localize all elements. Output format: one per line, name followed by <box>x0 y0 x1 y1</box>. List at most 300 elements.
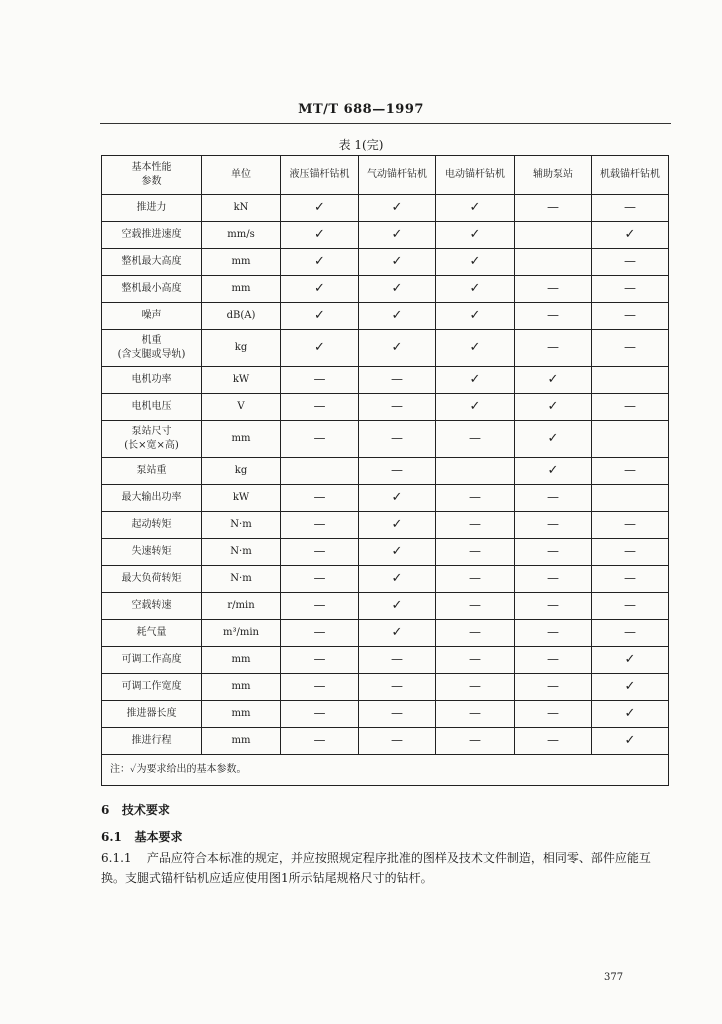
dash-cell <box>515 195 592 222</box>
check-mark-cell <box>359 330 436 367</box>
machine-header: 辅助泵站 <box>515 156 592 195</box>
dash-cell <box>359 701 436 728</box>
dash-mark: — <box>313 571 326 585</box>
dash-mark: — <box>469 571 481 585</box>
dash-mark: — <box>313 399 326 413</box>
unit-cell: kg <box>202 458 281 485</box>
check-mark-icon: ✓ <box>469 307 481 323</box>
check-mark-icon: ✓ <box>391 597 403 613</box>
param-text: 可调工作宽度 <box>121 681 182 692</box>
table-note: 注：✓为要求给出的基本参数。 <box>102 755 669 786</box>
dash-mark: — <box>313 733 326 747</box>
dash-cell <box>592 593 669 620</box>
check-mark-cell <box>359 485 436 512</box>
param-cell <box>102 728 202 755</box>
check-mark-cell <box>359 276 436 303</box>
machine-header: 液压锚杆钻机 <box>281 156 359 195</box>
dash-cell <box>592 458 669 485</box>
dash-cell <box>515 303 592 330</box>
dash-cell <box>436 620 515 647</box>
param-cell <box>102 485 202 512</box>
dash-cell <box>515 566 592 593</box>
dash-mark: — <box>313 372 326 386</box>
param-header <box>102 156 202 195</box>
dash-cell <box>436 674 515 701</box>
param-text: 整机最小高度 <box>121 283 182 294</box>
param-cell <box>102 701 202 728</box>
dash-cell <box>592 512 669 539</box>
param-cell <box>102 367 202 394</box>
param-header-line2: 参数 <box>141 176 162 187</box>
table-row <box>102 485 669 512</box>
dash-mark: — <box>313 598 326 612</box>
dash-mark: — <box>391 733 403 747</box>
unit-cell: mm <box>202 276 281 303</box>
subsection-number: 6.1 <box>101 830 122 844</box>
dash-cell <box>281 728 359 755</box>
table-row <box>102 593 669 620</box>
check-mark-cell <box>592 647 669 674</box>
dash-cell <box>359 458 436 485</box>
unit-cell: V <box>202 394 281 421</box>
empty-cell <box>281 458 359 485</box>
param-text: 电机电压 <box>131 401 172 412</box>
unit-cell: kN <box>202 195 281 222</box>
unit-cell: kW <box>202 485 281 512</box>
dash-cell <box>515 647 592 674</box>
table-row <box>102 276 669 303</box>
clause-text: 产品应符合本标准的规定，并应按照规定程序批准的图样及技术文件制造，相同零、部件应能互换。支腿式锚杆钻机应适应使用图1所示钻尾规格尺寸的钻杆。 <box>101 851 651 885</box>
param-text: 电机功率 <box>131 374 172 385</box>
table-caption: 表 1(完) <box>338 138 384 152</box>
dash-cell <box>515 728 592 755</box>
dash-mark: — <box>313 625 326 639</box>
param-text: 噪声 <box>141 310 162 321</box>
check-mark-icon: ✓ <box>314 280 325 296</box>
param-cell <box>102 303 202 330</box>
dash-mark: — <box>547 517 559 531</box>
check-mark-icon: ✓ <box>391 253 403 269</box>
dash-cell <box>592 539 669 566</box>
dash-cell <box>436 728 515 755</box>
table-row <box>102 303 669 330</box>
check-mark-icon: ✓ <box>624 705 636 721</box>
param-text: 推进器长度 <box>126 708 177 719</box>
param-text: 耗气量 <box>136 627 167 638</box>
check-mark-icon: ✓ <box>391 226 403 242</box>
empty-cell <box>592 421 669 458</box>
dash-mark: — <box>313 652 326 666</box>
table-note-row <box>102 755 669 786</box>
param-text: 可调工作高度 <box>121 654 182 665</box>
dash-cell <box>359 674 436 701</box>
check-mark-icon: ✓ <box>469 398 481 414</box>
dash-cell <box>281 394 359 421</box>
param-text: 整机最大高度 <box>121 256 182 267</box>
check-mark-cell <box>281 195 359 222</box>
table-row <box>102 394 669 421</box>
section-title: 技术要求 <box>121 803 170 817</box>
dash-mark: — <box>469 733 481 747</box>
table-row <box>102 674 669 701</box>
dash-mark: — <box>547 625 559 639</box>
param-text: 空载推进速度 <box>121 229 182 240</box>
dash-cell <box>515 276 592 303</box>
unit-cell: kg <box>202 330 281 367</box>
dash-mark: — <box>313 490 326 504</box>
page-number: 377 <box>604 972 624 983</box>
unit-cell: mm <box>202 421 281 458</box>
dash-mark: — <box>469 598 481 612</box>
dash-cell <box>592 195 669 222</box>
dash-cell <box>281 539 359 566</box>
check-mark-icon: ✓ <box>547 371 559 387</box>
check-mark-cell <box>436 330 515 367</box>
dash-cell <box>359 421 436 458</box>
table-row <box>102 458 669 485</box>
param-cell <box>102 421 202 458</box>
dash-mark: — <box>624 571 636 585</box>
table-row <box>102 195 669 222</box>
check-mark-icon: ✓ <box>391 199 403 215</box>
check-mark-icon: ✓ <box>391 570 403 586</box>
dash-cell <box>281 620 359 647</box>
dash-mark: — <box>313 706 326 720</box>
unit-cell: N·m <box>202 512 281 539</box>
check-mark-icon: ✓ <box>391 339 403 355</box>
check-mark-icon: ✓ <box>547 462 559 478</box>
check-mark-icon: ✓ <box>314 307 325 323</box>
check-mark-icon: ✓ <box>624 732 636 748</box>
dash-cell <box>592 620 669 647</box>
check-mark-icon: ✓ <box>469 253 481 269</box>
dash-mark: — <box>624 340 636 354</box>
check-mark-icon: ✓ <box>391 307 403 323</box>
dash-cell <box>359 367 436 394</box>
dash-cell <box>592 249 669 276</box>
dash-mark: — <box>624 399 636 413</box>
check-mark-cell <box>592 701 669 728</box>
check-mark-icon: ✓ <box>469 339 481 355</box>
check-mark-icon: ✓ <box>391 489 403 505</box>
check-mark-icon: ✓ <box>469 280 481 296</box>
dash-mark: — <box>469 544 481 558</box>
unit-cell: dB(A) <box>202 303 281 330</box>
dash-mark: — <box>469 652 481 666</box>
dash-cell <box>515 512 592 539</box>
table-row <box>102 647 669 674</box>
check-mark-cell <box>515 458 592 485</box>
check-mark-cell <box>359 195 436 222</box>
param-text: 起动转矩 <box>131 519 172 530</box>
empty-cell <box>515 249 592 276</box>
param-text: 泵站重 <box>136 465 167 476</box>
dash-mark: — <box>391 706 403 720</box>
unit-cell: mm <box>202 701 281 728</box>
standard-number: MT/T 688—1997 <box>298 102 424 117</box>
unit-cell: mm <box>202 647 281 674</box>
dash-mark: — <box>547 571 559 585</box>
check-mark-cell <box>436 222 515 249</box>
dash-mark: — <box>624 598 636 612</box>
check-mark-icon: ✓ <box>391 280 403 296</box>
dash-mark: — <box>469 517 481 531</box>
dash-cell <box>359 394 436 421</box>
unit-cell: mm/s <box>202 222 281 249</box>
check-mark-cell <box>515 367 592 394</box>
dash-mark: — <box>469 490 481 504</box>
check-mark-icon: ✓ <box>314 226 325 242</box>
section-heading <box>101 801 170 818</box>
check-mark-cell <box>281 222 359 249</box>
param-text: 推进力 <box>136 202 167 213</box>
dash-mark: — <box>469 679 481 693</box>
section-number: 6 <box>101 803 110 817</box>
dash-cell <box>515 485 592 512</box>
param-cell <box>102 222 202 249</box>
param-cell <box>102 330 202 367</box>
dash-cell <box>515 593 592 620</box>
dash-cell <box>515 330 592 367</box>
param-header-line1: 基本性能 <box>131 162 172 173</box>
dash-mark: — <box>547 706 559 720</box>
dash-mark: — <box>391 463 403 477</box>
dash-cell <box>281 421 359 458</box>
dash-mark: — <box>391 431 403 445</box>
dash-mark: — <box>547 652 559 666</box>
table-row <box>102 566 669 593</box>
dash-mark: — <box>624 463 636 477</box>
dash-cell <box>436 539 515 566</box>
check-mark-icon: ✓ <box>469 371 481 387</box>
param-cell <box>102 620 202 647</box>
check-mark-cell <box>515 394 592 421</box>
empty-cell <box>592 367 669 394</box>
dash-cell <box>436 512 515 539</box>
param-cell <box>102 195 202 222</box>
dash-cell <box>359 728 436 755</box>
clause-paragraph <box>101 848 666 888</box>
check-mark-cell <box>436 249 515 276</box>
unit-cell: N·m <box>202 539 281 566</box>
table-row <box>102 249 669 276</box>
table-row <box>102 539 669 566</box>
machine-header: 机载锚杆钻机 <box>592 156 669 195</box>
unit-header: 单位 <box>202 156 281 195</box>
dash-mark: — <box>313 679 326 693</box>
param-cell <box>102 566 202 593</box>
check-mark-cell <box>515 421 592 458</box>
check-mark-cell <box>281 303 359 330</box>
param-text: 最大负荷转矩 <box>121 573 182 584</box>
check-mark-icon: ✓ <box>314 199 325 215</box>
check-mark-cell <box>592 674 669 701</box>
unit-cell: r/min <box>202 593 281 620</box>
check-mark-icon: ✓ <box>391 543 403 559</box>
dash-mark: — <box>547 200 559 214</box>
dash-mark: — <box>624 517 636 531</box>
unit-cell: m³/min <box>202 620 281 647</box>
check-mark-icon: ✓ <box>469 226 481 242</box>
check-mark-cell <box>359 512 436 539</box>
dash-mark: — <box>313 517 326 531</box>
dash-cell <box>281 647 359 674</box>
table-row <box>102 728 669 755</box>
dash-mark: — <box>547 308 559 322</box>
check-mark-cell <box>436 303 515 330</box>
table-row <box>102 620 669 647</box>
param-cell <box>102 593 202 620</box>
machine-header: 电动锚杆钻机 <box>436 156 515 195</box>
param-cell <box>102 276 202 303</box>
dash-mark: — <box>313 431 326 445</box>
param-cell <box>102 249 202 276</box>
param-text: 泵站尺寸 <box>131 426 172 437</box>
param-cell <box>102 458 202 485</box>
dash-cell <box>436 701 515 728</box>
unit-cell: kW <box>202 367 281 394</box>
check-mark-icon: ✓ <box>391 624 403 640</box>
check-mark-cell <box>359 303 436 330</box>
clause-number: 6.1.1 <box>101 851 132 865</box>
dash-cell <box>592 330 669 367</box>
table-row <box>102 330 669 367</box>
dash-cell <box>281 566 359 593</box>
check-mark-cell <box>436 195 515 222</box>
dash-mark: — <box>547 544 559 558</box>
dash-cell <box>281 701 359 728</box>
dash-mark: — <box>469 431 481 445</box>
dash-cell <box>515 701 592 728</box>
param-text: 失速转矩 <box>131 546 172 557</box>
param-text: 最大输出功率 <box>121 492 182 503</box>
check-mark-cell <box>359 566 436 593</box>
dash-mark: — <box>624 200 636 214</box>
unit-cell: mm <box>202 249 281 276</box>
machine-header: 气动锚杆钻机 <box>359 156 436 195</box>
check-mark-icon: ✓ <box>314 339 325 355</box>
table-row <box>102 421 669 458</box>
dash-cell <box>515 620 592 647</box>
dash-cell <box>436 593 515 620</box>
check-mark-icon: ✓ <box>314 253 325 269</box>
dash-cell <box>436 421 515 458</box>
check-mark-cell <box>592 728 669 755</box>
unit-cell: N·m <box>202 566 281 593</box>
check-mark-cell <box>281 249 359 276</box>
dash-mark: — <box>624 544 636 558</box>
check-mark-cell <box>359 249 436 276</box>
dash-cell <box>592 303 669 330</box>
check-mark-cell <box>359 539 436 566</box>
dash-cell <box>436 647 515 674</box>
unit-cell: mm <box>202 728 281 755</box>
check-mark-icon: ✓ <box>624 226 636 242</box>
param-text: 空载转速 <box>131 600 172 611</box>
check-mark-cell <box>281 330 359 367</box>
check-mark-icon: ✓ <box>624 651 636 667</box>
dash-cell <box>281 512 359 539</box>
dash-mark: — <box>547 733 559 747</box>
dash-cell <box>359 647 436 674</box>
dash-cell <box>515 539 592 566</box>
check-mark-cell <box>359 620 436 647</box>
check-mark-cell <box>436 394 515 421</box>
dash-mark: — <box>547 679 559 693</box>
dash-mark: — <box>624 281 636 295</box>
check-mark-icon: ✓ <box>547 398 559 414</box>
check-mark-icon: ✓ <box>391 516 403 532</box>
dash-cell <box>592 276 669 303</box>
dash-mark: — <box>391 372 403 386</box>
param-cell <box>102 539 202 566</box>
dash-mark: — <box>469 625 481 639</box>
dash-mark: — <box>391 679 403 693</box>
dash-mark: — <box>469 706 481 720</box>
dash-mark: — <box>391 652 403 666</box>
param-cell <box>102 647 202 674</box>
table-header-row <box>102 156 669 195</box>
table-body <box>102 195 669 755</box>
subsection-heading <box>101 828 182 845</box>
param-cell <box>102 512 202 539</box>
dash-mark: — <box>547 340 559 354</box>
check-mark-cell <box>281 276 359 303</box>
spec-table <box>101 155 669 786</box>
subsection-title: 基本要求 <box>134 830 183 844</box>
table-row <box>102 701 669 728</box>
dash-cell <box>436 566 515 593</box>
check-mark-cell <box>592 222 669 249</box>
dash-mark: — <box>624 308 636 322</box>
param-text: 推进行程 <box>131 735 172 746</box>
header-rule <box>100 123 671 124</box>
dash-cell <box>515 674 592 701</box>
dash-cell <box>281 485 359 512</box>
empty-cell <box>592 485 669 512</box>
check-mark-cell <box>436 367 515 394</box>
dash-mark: — <box>624 254 636 268</box>
table-row <box>102 222 669 249</box>
dash-cell <box>592 394 669 421</box>
table-row <box>102 367 669 394</box>
empty-cell <box>515 222 592 249</box>
check-mark-icon: ✓ <box>624 678 636 694</box>
check-mark-cell <box>359 593 436 620</box>
param-text: (含支腿或导轨) <box>117 349 186 360</box>
dash-cell <box>592 566 669 593</box>
dash-cell <box>281 367 359 394</box>
dash-mark: — <box>624 625 636 639</box>
table-row <box>102 512 669 539</box>
dash-cell <box>281 593 359 620</box>
dash-mark: — <box>547 598 559 612</box>
dash-cell <box>281 674 359 701</box>
check-mark-cell <box>436 276 515 303</box>
param-text: (长×宽×高) <box>124 440 179 451</box>
dash-mark: — <box>547 281 559 295</box>
check-mark-icon: ✓ <box>469 199 481 215</box>
dash-mark: — <box>547 490 559 504</box>
param-cell <box>102 674 202 701</box>
dash-mark: — <box>313 544 326 558</box>
check-mark-icon: ✓ <box>547 430 559 446</box>
param-cell <box>102 394 202 421</box>
empty-cell <box>436 458 515 485</box>
unit-cell: mm <box>202 674 281 701</box>
check-mark-cell <box>359 222 436 249</box>
dash-cell <box>436 485 515 512</box>
